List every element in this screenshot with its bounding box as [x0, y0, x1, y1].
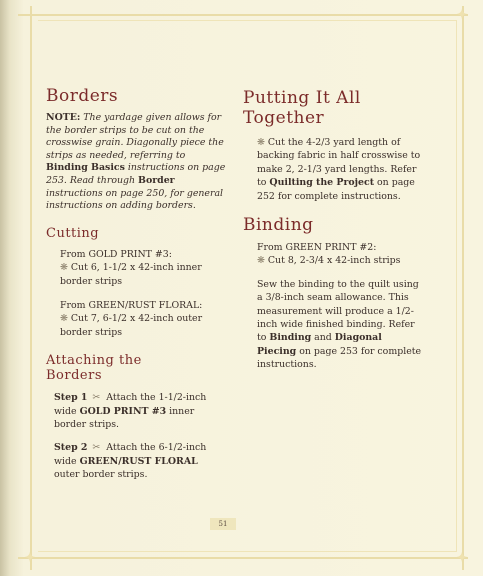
- corner-star-icon: ✦: [456, 550, 468, 566]
- asterisk-icon: ❋: [257, 137, 265, 148]
- binding-heading: Binding: [243, 215, 314, 236]
- putting-it-together-heading: Putting It All Together: [243, 88, 361, 128]
- sew-binding-paragraph: Sew the binding to the quilt using a 3/8-inch seam allowance. This measurement will produce a 1/2-inch wide finished binding. Refer to Binding and Diagonal Piecing on page 253 for complete instructions.: [257, 278, 422, 371]
- step-2: Step 2 ✂ Attach the 6-1/2-inch wide GREEN/RUST FLORAL outer border strips.: [54, 442, 207, 481]
- green-print-from: From GREEN PRINT #2:: [257, 242, 377, 254]
- green-rust-block: [46, 299, 226, 339]
- note-label: NOTE:: [46, 112, 81, 123]
- note-paragraph: NOTE: The yardage given allows for the border strips to be cut on the crosswise grain. Diagonally piece the strips as needed, referring to Binding Basics instructions on page 253. Read through Border instructions on page 250, for general instructions on adding borders.: [46, 112, 226, 212]
- frame-right-line: [462, 6, 464, 570]
- corner-star-icon: ✦: [24, 550, 36, 566]
- asterisk-icon: ❋: [60, 262, 68, 274]
- gold-print-block: [46, 248, 226, 288]
- scissors-icon: ✂: [92, 392, 101, 404]
- right-column: [243, 88, 423, 372]
- step-1-label: Step 1: [54, 392, 88, 404]
- step-1: Step 1 ✂ Attach the 1-1/2-inch wide GOLD PRINT #3 inner border strips.: [54, 392, 207, 430]
- page-number: 51: [210, 518, 236, 530]
- frame-bottom-line: [18, 557, 468, 559]
- frame-left-line: [30, 6, 32, 570]
- gold-print-from: From GOLD PRINT #3:: [60, 248, 172, 260]
- frame-inner-bottom-line: [38, 551, 456, 552]
- putting-paragraph: ❋ Cut the 4-2/3 yard length of backing fabric in half crosswise to make 2, 2-1/3 yard lengths. Refer to Quilting the Project on page 252 for complete instructions.: [257, 137, 421, 202]
- asterisk-icon: ❋: [257, 255, 265, 267]
- borders-heading: Borders: [46, 86, 119, 106]
- frame-inner-top-line: [38, 20, 456, 21]
- scissors-icon: ✂: [92, 442, 101, 454]
- asterisk-icon: ❋: [60, 313, 68, 325]
- frame-inner-right-line: [456, 20, 457, 552]
- green-print-cut: ❋ Cut 8, 2-3/4 x 42-inch strips: [257, 255, 401, 267]
- frame-top-line: [18, 14, 468, 16]
- gold-print-cut: ❋ Cut 6, 1-1/2 x 42-inch inner border strips: [60, 262, 202, 287]
- attaching-heading: Attaching the Borders: [46, 353, 142, 384]
- green-rust-from: From GREEN/RUST FLORAL:: [60, 299, 203, 311]
- left-column: [46, 86, 226, 482]
- green-rust-cut: ❋ Cut 7, 6-1/2 x 42-inch outer border strips: [60, 313, 203, 338]
- cutting-heading: Cutting: [46, 225, 100, 241]
- corner-star-icon: ✦: [456, 7, 468, 23]
- step-2-label: Step 2: [54, 442, 88, 454]
- green-print-block: [243, 241, 423, 268]
